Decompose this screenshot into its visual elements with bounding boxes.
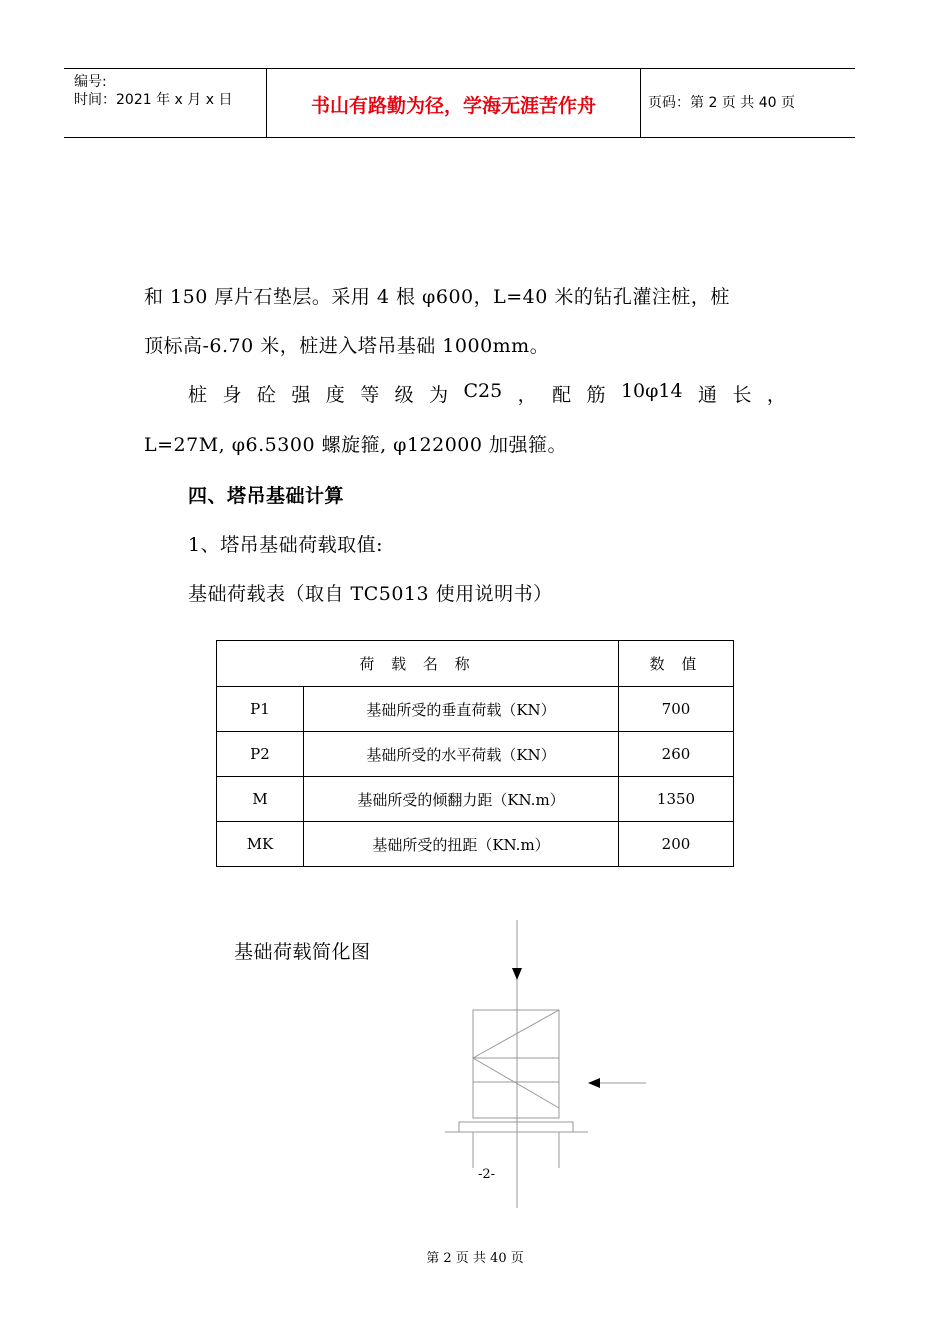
table-row xyxy=(217,687,734,732)
row-code: M xyxy=(217,777,304,822)
table-row xyxy=(217,777,734,822)
row-name: 基础所受的扭距（KN.m） xyxy=(304,822,619,867)
justified-word: 通 xyxy=(698,384,718,406)
header-right-cell xyxy=(640,69,855,137)
row-value: 260 xyxy=(619,732,734,777)
motto: 书山有路勤为径，学海无涯苦作舟 xyxy=(310,95,596,117)
section-heading: 四、塔吊基础计算 xyxy=(188,485,345,507)
page-footer: 第 2 页 共 40 页 xyxy=(426,1251,524,1266)
frame-brace xyxy=(473,1010,559,1058)
justified-word: 为 xyxy=(429,384,449,406)
justified-word: 10φ14 xyxy=(620,380,683,402)
paragraph-line-1: 和 150 厚片石垫层。采用 4 根 φ600，L=40 米的钻孔灌注桩，桩 xyxy=(144,286,730,308)
justified-word: 筋 xyxy=(586,384,606,406)
table-row xyxy=(217,732,734,777)
justified-word: 等 xyxy=(360,384,380,406)
row-name: 基础所受的倾翻力距（KN.m） xyxy=(304,777,619,822)
justified-word: 长 xyxy=(732,384,752,406)
header-value-cell: 数 值 xyxy=(619,641,734,687)
row-code: P2 xyxy=(217,732,304,777)
justified-word: 砼 xyxy=(256,384,276,406)
subheading: 1、塔吊基础荷载取值: xyxy=(188,534,383,556)
justified-word: 强 xyxy=(291,384,311,406)
paragraph-line-2: 顶标高-6.70 米，桩进入塔吊基础 1000mm。 xyxy=(144,335,550,357)
header-name-cell: 荷 载 名 称 xyxy=(217,641,619,687)
row-name: 基础所受的垂直荷载（KN） xyxy=(304,687,619,732)
row-code: P1 xyxy=(217,687,304,732)
paragraph-line-4: L=27M, φ6.5300 螺旋箍, φ122000 加强箍。 xyxy=(144,434,568,456)
justified-word: 桩 xyxy=(188,384,208,406)
table-row xyxy=(217,822,734,867)
load-table xyxy=(216,640,734,867)
foundation-base xyxy=(459,1122,573,1132)
header-center-cell xyxy=(266,69,641,137)
paragraph-line-3 xyxy=(188,380,786,407)
page-label: 页码：第 2 页 共 40 页 xyxy=(648,95,795,111)
row-code: MK xyxy=(217,822,304,867)
frame-brace xyxy=(473,1058,559,1108)
inner-page-number: -2- xyxy=(478,1167,496,1182)
table-caption: 基础荷载表（取自 TC5013 使用说明书） xyxy=(188,583,553,605)
row-value: 700 xyxy=(619,687,734,732)
vertical-load-arrow xyxy=(512,968,522,980)
load-diagram xyxy=(440,918,652,1210)
row-value: 200 xyxy=(619,822,734,867)
table-header-row xyxy=(217,641,734,687)
horizontal-load-arrow xyxy=(588,1078,600,1088)
row-value: 1350 xyxy=(619,777,734,822)
tower-frame xyxy=(473,1010,559,1118)
justified-word: 配 xyxy=(552,384,572,406)
justified-word: 度 xyxy=(325,384,345,406)
justified-word: ， xyxy=(517,384,537,406)
justified-word: 级 xyxy=(394,384,414,406)
row-name: 基础所受的水平荷载（KN） xyxy=(304,732,619,777)
justified-word: 身 xyxy=(222,384,242,406)
diagram-title: 基础荷载简化图 xyxy=(234,941,371,963)
header-left-cell xyxy=(64,69,266,137)
document-header xyxy=(64,68,855,138)
number-label: 编号: xyxy=(74,74,107,90)
time-label: 时间：2021 年 x 月 x 日 xyxy=(74,92,233,108)
justified-word: C25 xyxy=(463,380,503,402)
justified-word: ， xyxy=(766,384,786,406)
